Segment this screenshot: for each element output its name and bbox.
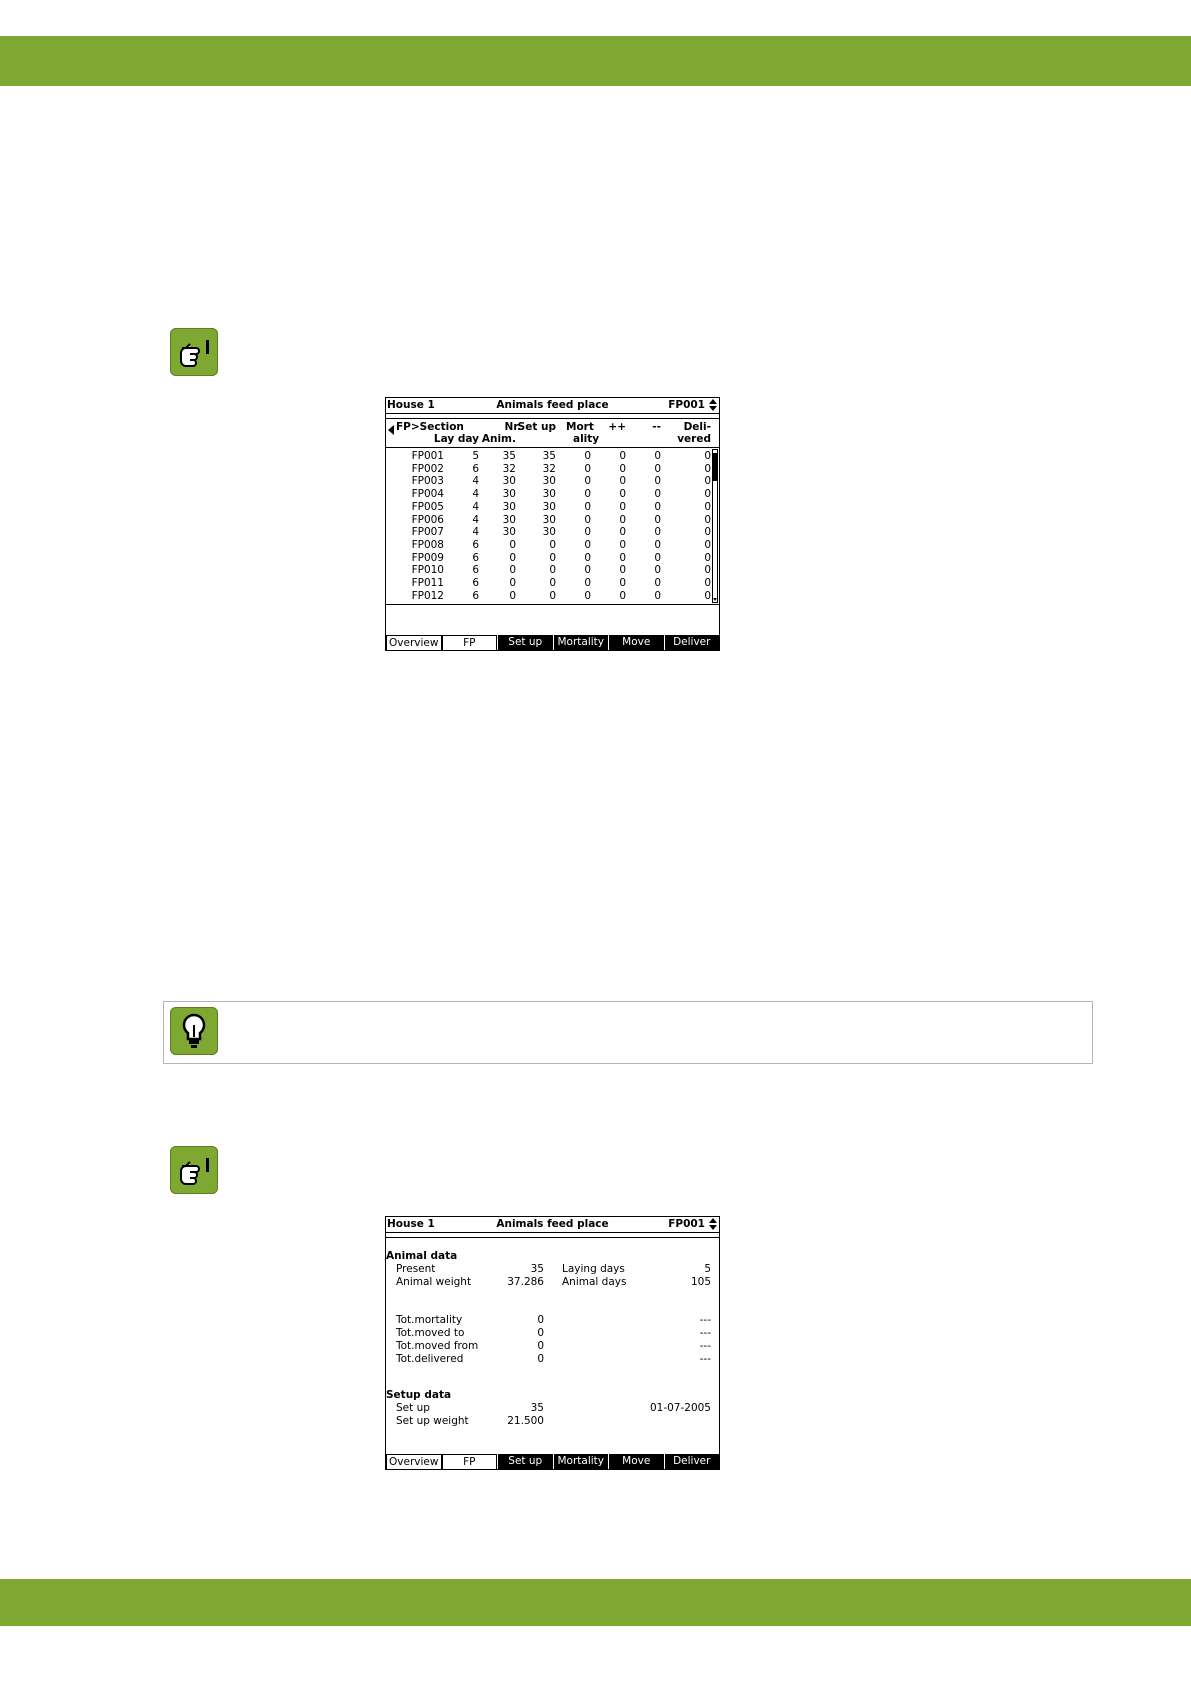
animal-weight-value: 37.286: [507, 1276, 544, 1288]
col-vered: vered: [677, 433, 711, 445]
feed-place-list[interactable]: [386, 448, 719, 605]
table-cell: 0: [549, 551, 556, 564]
table-cell: 30: [542, 500, 556, 513]
table-cell: 0: [704, 538, 711, 551]
table-cell: 0: [584, 577, 591, 589]
table-cell: 0: [549, 564, 556, 577]
table-row[interactable]: [386, 526, 719, 539]
animal-days-value: 105: [690, 1276, 711, 1288]
table-cell: 30: [502, 488, 516, 501]
table-cell: 0: [619, 577, 626, 589]
table-cell: 35: [502, 450, 516, 462]
fp-details: [386, 1238, 719, 1453]
column-headers: [386, 419, 719, 448]
table-cell: 4: [472, 488, 479, 501]
tot-moved-to-value: 0: [537, 1327, 544, 1339]
table-row[interactable]: [386, 475, 719, 488]
table-cell: 0: [704, 589, 711, 602]
table-cell: 0: [654, 538, 661, 551]
tot-mortality-value: 0: [537, 1314, 544, 1326]
table-cell: 30: [542, 513, 556, 526]
col-plus: ++: [608, 421, 626, 433]
table-cell: 0: [584, 488, 591, 501]
tot-delivered-value: 0: [537, 1353, 544, 1365]
table-cell: 0: [584, 500, 591, 513]
table-cell: 0: [654, 589, 661, 602]
tab-mortality[interactable]: Mortality: [553, 635, 609, 650]
table-cell: 0: [584, 526, 591, 539]
present-value: 35: [530, 1263, 544, 1275]
setup-value: 35: [530, 1402, 544, 1414]
table-cell: 32: [542, 462, 556, 475]
table-cell: 6: [472, 551, 479, 564]
tab-deliver[interactable]: Deliver: [664, 1454, 720, 1469]
table-row[interactable]: [386, 463, 719, 476]
table-cell: 0: [584, 564, 591, 577]
tot-moved-to-extra: ---: [699, 1327, 711, 1339]
tot-mortality-extra: ---: [699, 1314, 711, 1326]
tot-mortality-label: Tot.mortality: [396, 1314, 463, 1326]
table-cell: 0: [654, 462, 661, 475]
table-cell: 30: [502, 513, 516, 526]
animals-feed-place-fp-screen: [385, 1216, 720, 1470]
laying-days-label: Laying days: [562, 1263, 625, 1275]
col-setup: Set up: [517, 421, 556, 433]
table-cell: 0: [704, 475, 711, 488]
setup-weight-label: Set up weight: [396, 1415, 469, 1427]
tab-fp[interactable]: FP: [442, 635, 498, 650]
animal-weight-label: Animal weight: [396, 1276, 472, 1288]
table-cell: 0: [509, 538, 516, 551]
table-cell: 0: [619, 526, 626, 539]
tot-delivered-extra: ---: [699, 1353, 711, 1365]
table-cell: 0: [584, 462, 591, 475]
tot-moved-from-label: Tot.moved from: [396, 1340, 479, 1352]
table-cell: FP001: [411, 450, 444, 462]
table-cell: 0: [704, 513, 711, 526]
table-cell: 0: [654, 450, 661, 462]
table-cell: 0: [584, 538, 591, 551]
table-cell: 0: [619, 513, 626, 526]
table-cell: 0: [704, 577, 711, 589]
table-cell: 0: [509, 577, 516, 589]
table-row[interactable]: [386, 577, 719, 590]
fp-label: FP001: [668, 399, 705, 411]
table-cell: 0: [619, 589, 626, 602]
table-cell: 0: [704, 488, 711, 501]
house-label: House 1: [387, 1218, 435, 1230]
table-row[interactable]: [386, 514, 719, 527]
up-down-arrows-icon[interactable]: [708, 1217, 718, 1231]
light-bulb-icon: [170, 1007, 218, 1055]
tab-mortality[interactable]: Mortality: [553, 1454, 609, 1469]
setup-weight-value: 21.500: [507, 1415, 544, 1427]
table-cell: 0: [584, 450, 591, 462]
present-label: Present: [396, 1263, 436, 1275]
table-cell: 0: [704, 551, 711, 564]
table-cell: 0: [619, 475, 626, 488]
col-deli: Deli-: [683, 421, 711, 433]
col-nr: Nr.: [504, 421, 521, 433]
pointing-hand-icon: [170, 1146, 218, 1194]
fp-label: FP001: [668, 1218, 705, 1230]
table-cell: 30: [502, 526, 516, 539]
tab-overview[interactable]: Overview: [386, 1454, 442, 1469]
tab-fp[interactable]: FP: [442, 1454, 498, 1469]
table-cell: 30: [542, 526, 556, 539]
tot-moved-to-label: Tot.moved to: [396, 1327, 465, 1339]
table-cell: 0: [549, 589, 556, 602]
table-cell: FP002: [411, 462, 444, 475]
left-arrow-icon[interactable]: [388, 425, 394, 435]
table-cell: 0: [584, 551, 591, 564]
table-cell: FP004: [411, 488, 444, 501]
table-cell: FP003: [411, 475, 444, 488]
tab-bar: [386, 635, 719, 650]
table-cell: 0: [654, 475, 661, 488]
table-cell: FP005: [411, 500, 444, 513]
table-cell: 30: [502, 475, 516, 488]
col-anim: Anim.: [481, 433, 516, 445]
tab-deliver[interactable]: Deliver: [664, 635, 720, 650]
table-cell: 0: [654, 577, 661, 589]
table-cell: 0: [619, 500, 626, 513]
table-cell: 4: [472, 475, 479, 488]
table-row[interactable]: [386, 590, 719, 603]
table-cell: 4: [472, 513, 479, 526]
footer-band: [0, 1579, 1191, 1626]
table-cell: FP009: [411, 551, 444, 564]
animal-data-title: Animal data: [386, 1250, 458, 1262]
animal-days-label: Animal days: [562, 1276, 627, 1288]
col-ality: ality: [573, 433, 600, 445]
table-cell: 30: [542, 475, 556, 488]
table-cell: 0: [509, 589, 516, 602]
table-cell: 0: [704, 526, 711, 539]
table-cell: FP012: [411, 589, 444, 602]
table-row[interactable]: [386, 552, 719, 565]
table-cell: 0: [584, 475, 591, 488]
table-cell: 6: [472, 577, 479, 589]
table-cell: 6: [472, 462, 479, 475]
setup-date: 01-07-2005: [649, 1402, 711, 1414]
tab-move[interactable]: Move: [608, 635, 664, 650]
tab-overview[interactable]: Overview: [386, 635, 442, 650]
pointing-hand-icon: [170, 328, 218, 376]
table-cell: 35: [542, 450, 556, 462]
table-cell: FP010: [411, 564, 444, 577]
table-cell: FP007: [411, 526, 444, 539]
tab-move[interactable]: Move: [608, 1454, 664, 1469]
table-row[interactable]: [386, 501, 719, 514]
table-cell: 0: [654, 551, 661, 564]
col-minus: --: [652, 421, 661, 433]
tot-delivered-label: Tot.delivered: [396, 1353, 464, 1365]
table-cell: 0: [704, 564, 711, 577]
table-cell: FP008: [411, 538, 444, 551]
screen-header: [386, 1217, 719, 1233]
tab-set-up[interactable]: Set up: [497, 635, 553, 650]
table-cell: 5: [472, 450, 479, 462]
table-cell: 4: [472, 500, 479, 513]
animals-feed-place-overview-screen: [385, 397, 720, 651]
table-cell: FP006: [411, 513, 444, 526]
tot-moved-from-extra: ---: [699, 1340, 711, 1352]
table-cell: 0: [654, 488, 661, 501]
tab-bar: [386, 1454, 719, 1469]
setup-data-title: Setup data: [386, 1389, 452, 1401]
table-cell: 0: [509, 551, 516, 564]
table-cell: 0: [584, 589, 591, 602]
table-cell: 6: [472, 589, 479, 602]
table-cell: 4: [472, 526, 479, 539]
table-cell: 0: [584, 513, 591, 526]
table-row[interactable]: [386, 564, 719, 577]
house-label: House 1: [387, 399, 435, 411]
table-cell: 0: [619, 551, 626, 564]
table-cell: 32: [502, 462, 516, 475]
table-cell: 0: [619, 564, 626, 577]
table-cell: 0: [704, 462, 711, 475]
table-cell: 0: [619, 450, 626, 462]
table-cell: 0: [549, 538, 556, 551]
table-cell: 6: [472, 564, 479, 577]
table-cell: 0: [704, 450, 711, 462]
tab-set-up[interactable]: Set up: [497, 1454, 553, 1469]
col-fp-section: FP>Section: [396, 421, 464, 433]
table-cell: 0: [654, 500, 661, 513]
table-cell: 6: [472, 538, 479, 551]
table-row[interactable]: [386, 488, 719, 501]
col-lay-day: Lay day: [433, 433, 479, 445]
table-cell: 0: [549, 577, 556, 589]
up-down-arrows-icon[interactable]: [708, 398, 718, 412]
table-cell: 0: [704, 500, 711, 513]
table-cell: 0: [619, 488, 626, 501]
table-row[interactable]: [386, 539, 719, 552]
laying-days-value: 5: [704, 1263, 711, 1275]
screen-title: Animals feed place: [496, 399, 609, 411]
table-cell: 0: [654, 526, 661, 539]
table-cell: 30: [502, 500, 516, 513]
setup-label: Set up: [396, 1402, 430, 1414]
table-cell: 0: [654, 564, 661, 577]
tot-moved-from-value: 0: [537, 1340, 544, 1352]
table-cell: 0: [619, 538, 626, 551]
table-cell: 0: [619, 462, 626, 475]
table-cell: FP011: [411, 577, 444, 589]
table-cell: 30: [542, 488, 556, 501]
table-cell: 0: [654, 513, 661, 526]
screen-header: [386, 398, 719, 414]
table-cell: 0: [509, 564, 516, 577]
table-row[interactable]: [386, 450, 719, 463]
tip-box: [163, 1001, 1093, 1064]
header-band: [0, 36, 1191, 86]
screen-title: Animals feed place: [496, 1218, 609, 1230]
col-mort: Mort: [566, 421, 594, 433]
